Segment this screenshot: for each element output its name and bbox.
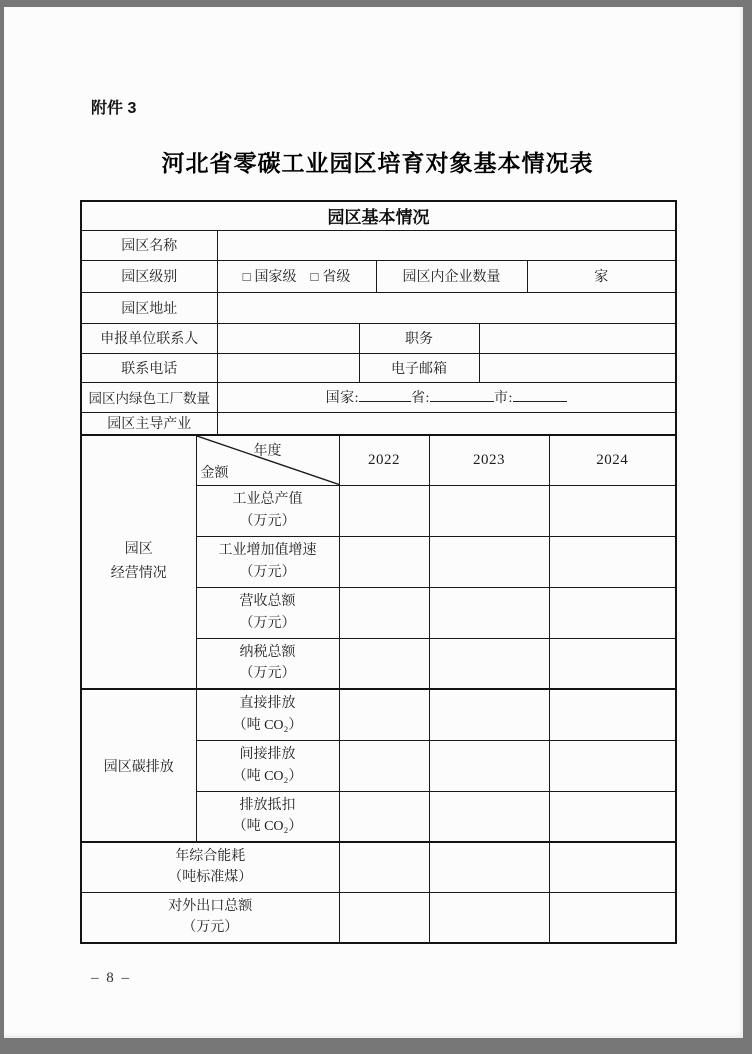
blank-line	[513, 388, 567, 402]
contact-person-row	[81, 323, 676, 353]
metric-input-cell	[549, 536, 676, 587]
phone-row	[81, 353, 676, 382]
document-title: 河北省零碳工业园区培育对象基本情况表	[161, 151, 594, 176]
table-header: 园区基本情况	[81, 201, 676, 230]
metric-input-cell	[429, 689, 549, 740]
park-address-input-cell	[217, 292, 676, 323]
metric-input-cell	[339, 842, 429, 892]
metric-label: 年综合能耗 （吨标准煤）	[81, 842, 339, 892]
position-label: 职务	[359, 323, 479, 353]
contact-person-label: 申报单位联系人	[81, 323, 217, 353]
metric-label: 对外出口总额 （万元）	[81, 892, 339, 943]
metric-input-cell	[339, 689, 429, 740]
blank-line	[359, 388, 411, 402]
year-2023-header: 2023	[429, 435, 549, 485]
park-name-label: 园区名称	[81, 230, 217, 260]
green-factory-national-label: 国家:	[325, 391, 360, 406]
green-factory-city-label: 市:	[493, 391, 513, 406]
enterprise-count-unit-cell: 家	[527, 260, 676, 292]
green-factory-row	[81, 382, 676, 412]
park-level-row	[81, 260, 676, 292]
park-address-label: 园区地址	[81, 292, 217, 323]
metric-input-cell	[549, 485, 676, 536]
metric-input-cell	[429, 740, 549, 791]
attachment-label: 附件 3	[91, 100, 137, 117]
metric-input-cell	[339, 791, 429, 842]
metric-row-annual-energy	[81, 842, 676, 892]
leading-industry-label: 园区主导产业	[81, 412, 217, 435]
metric-label: 纳税总额 （万元）	[196, 638, 339, 689]
phone-input-cell	[217, 353, 359, 382]
metric-input-cell	[549, 638, 676, 689]
paper-sheet	[4, 7, 743, 1038]
park-name-input-cell	[217, 230, 676, 260]
green-factory-province-label: 省:	[411, 391, 430, 406]
checkbox-national-icon: □	[242, 269, 251, 284]
metric-input-cell	[549, 842, 676, 892]
enterprise-count-label: 园区内企业数量	[376, 260, 527, 292]
green-factory-input-cell	[217, 382, 676, 412]
metric-input-cell	[429, 638, 549, 689]
metric-input-cell	[429, 791, 549, 842]
carbon-section-label: 园区碳排放	[81, 689, 196, 842]
metric-row-total-export	[81, 892, 676, 943]
park-basic-info-table	[80, 200, 677, 944]
metric-label: 工业总产值 （万元）	[196, 485, 339, 536]
blank-line	[430, 388, 494, 402]
table-header-row	[81, 201, 676, 230]
contact-person-input-cell	[217, 323, 359, 353]
metric-input-cell	[339, 892, 429, 943]
metric-label: 直接排放 （吨 CO₂）	[196, 689, 339, 740]
email-input-cell	[479, 353, 676, 382]
year-header-row	[81, 435, 676, 485]
park-level-options-cell	[217, 260, 376, 292]
corner-label-year: 年度	[253, 444, 282, 459]
metric-input-cell	[339, 485, 429, 536]
page-number: – 8 –	[91, 970, 131, 986]
metric-input-cell	[429, 485, 549, 536]
park-level-label: 园区级别	[81, 260, 217, 292]
metric-input-cell	[429, 842, 549, 892]
checkbox-provincial-icon: □	[310, 269, 319, 284]
phone-label: 联系电话	[81, 353, 217, 382]
metric-input-cell	[549, 791, 676, 842]
metric-row-direct-emission	[81, 689, 676, 740]
corner-label-amount: 金额	[200, 465, 229, 481]
email-label: 电子邮箱	[359, 353, 479, 382]
metric-input-cell	[429, 536, 549, 587]
level-option-provincial: 省级	[322, 270, 351, 285]
metric-input-cell	[549, 689, 676, 740]
metric-input-cell	[549, 892, 676, 943]
green-factory-label: 园区内绿色工厂数量	[81, 382, 217, 412]
metric-label: 工业增加值增速 （万元）	[196, 536, 339, 587]
metric-input-cell	[429, 892, 549, 943]
leading-industry-row	[81, 412, 676, 435]
metric-label: 间接排放 （吨 CO₂）	[196, 740, 339, 791]
park-name-row	[81, 230, 676, 260]
metric-input-cell	[339, 587, 429, 638]
year-2024-header: 2024	[549, 435, 676, 485]
metric-input-cell	[339, 536, 429, 587]
metric-label: 排放抵扣 （吨 CO₂）	[196, 791, 339, 842]
operation-section-label: 园区 经营情况	[81, 435, 196, 689]
metric-input-cell	[429, 587, 549, 638]
level-option-national: 国家级	[254, 270, 297, 285]
metric-input-cell	[549, 587, 676, 638]
metric-input-cell	[339, 638, 429, 689]
park-address-row	[81, 292, 676, 323]
leading-industry-input-cell	[217, 412, 676, 435]
metric-label: 营收总额 （万元）	[196, 587, 339, 638]
position-input-cell	[479, 323, 676, 353]
year-2022-header: 2022	[339, 435, 429, 485]
metric-input-cell	[339, 740, 429, 791]
diagonal-header-cell	[196, 435, 339, 485]
metric-input-cell	[549, 740, 676, 791]
